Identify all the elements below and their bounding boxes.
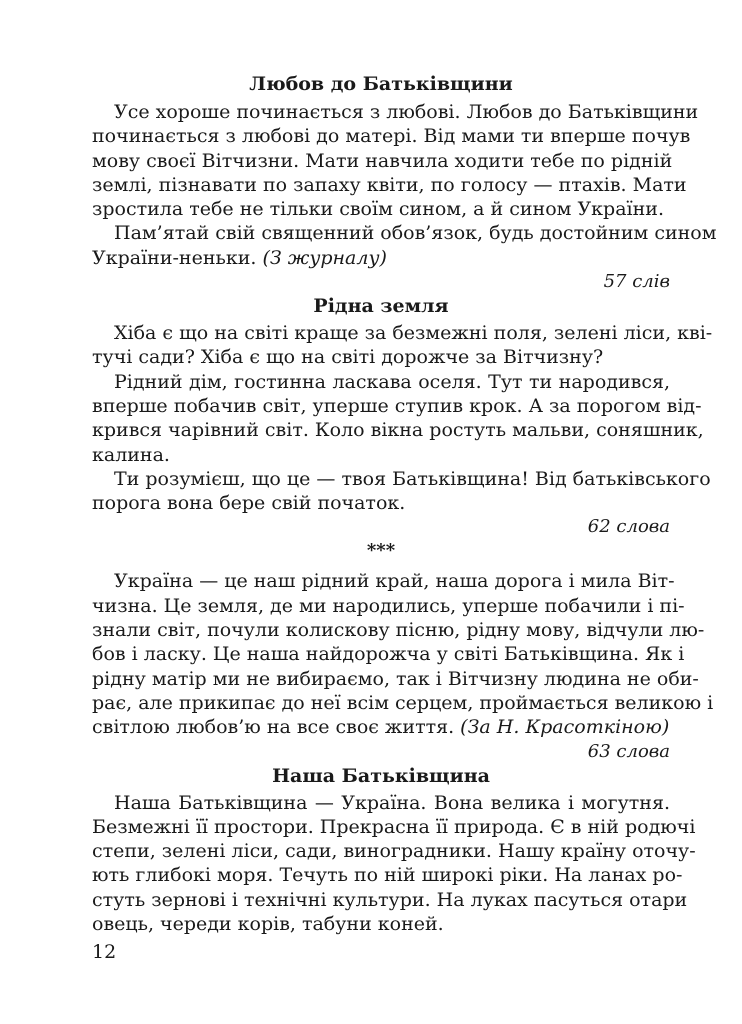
text-line: Пам’ятай свій священний обов’язок, будь достойним сином	[114, 222, 717, 245]
section-title: Любов до Батьківщини	[249, 73, 513, 95]
text-line	[92, 715, 670, 739]
text-line: рає, але прикипає до неї всім серцем, проймається великою і	[92, 691, 714, 714]
text-line: степи, зелені ліси, сади, виноградники. Нашу країну оточу-	[92, 840, 696, 863]
text-line: калина.	[92, 443, 170, 466]
text-line: овець, череди корів, табуни коней.	[92, 913, 444, 936]
text-line: зростила тебе не тільки своїм сином, а й сином України.	[92, 198, 664, 221]
text-line: Україна — це наш рідний край, наша дорога і мила Віт-	[114, 570, 675, 593]
text-fragment: України-неньки.	[92, 246, 257, 269]
paragraph	[92, 370, 704, 467]
paragraph	[92, 467, 711, 516]
text-line: вперше побачив світ, уперше ступив крок. А за порогом від-	[92, 394, 702, 417]
word-count: 63 слова	[587, 740, 670, 762]
text-line: землі, пізнавати по запаху квіти, по голосу — птахів. Мати	[92, 173, 687, 196]
text-fragment: світлою любов’ю на все своє життя.	[92, 716, 455, 739]
word-count: 62 слова	[587, 516, 670, 538]
text-line: порога вона бере свій початок.	[92, 492, 406, 515]
source-note: (За Н. Красоткіною)	[460, 716, 670, 739]
text-line: рідну матір ми не вибираємо, так і Вітчизну людина не оби-	[92, 667, 699, 690]
text-line: Безмежні її простори. Прекрасна її природа. Є в ній родючі	[92, 815, 696, 838]
text-line: ють глибокі моря. Течуть по ній широкі ріки. На ланах ро-	[92, 864, 683, 887]
section-separator: ***	[366, 540, 396, 562]
section-title: Наша Батьківщина	[272, 764, 490, 787]
text-line: Ти розумієш, що це — твоя Батьківщина! Від батьківського	[114, 467, 711, 490]
text-line: крився чарівний світ. Коло вікна ростуть мальви, соняшник,	[92, 419, 704, 442]
paragraph	[92, 569, 714, 739]
paragraph	[92, 221, 717, 270]
paragraph	[92, 791, 696, 937]
text-line: починається з любові до матері. Від мами ти вперше почув	[92, 125, 691, 148]
text-line: Рідний дім, гостинна ласкава оселя. Тут ти народився,	[114, 370, 670, 393]
text-line: мову своєї Вітчизни. Мати навчила ходити тебе по рідній	[92, 149, 673, 172]
paragraph	[92, 321, 713, 370]
text-line: Усе хороше починається з любові. Любов до Батьківщини	[114, 101, 699, 123]
page-number: 12	[92, 941, 117, 963]
text-line: тучі сади? Хіба є що на світі дорожче за Вітчизну?	[92, 346, 604, 369]
text-line: бов і ласку. Це наша найдорожча у світі Батьківщина. Як і	[92, 643, 685, 666]
text-line: стуть зернові і технічні культури. На луках пасуться отари	[92, 888, 688, 911]
text-line: чизна. Це земля, де ми народились, уперше побачили і пі-	[92, 594, 685, 617]
text-line: Хіба є що на світі краще за безмежні поля, зелені ліси, кві-	[114, 322, 713, 345]
word-count: 57 слів	[603, 271, 670, 293]
text-line: знали світ, почули колискову пісню, рідну мову, відчули лю-	[92, 619, 705, 642]
paragraph	[92, 100, 699, 221]
page-content	[92, 72, 717, 936]
text-line: Наша Батьківщина — Україна. Вона велика і могутня.	[114, 791, 670, 814]
source-note: (З журналу)	[262, 246, 387, 269]
text-line	[92, 246, 670, 270]
section-title: Рідна земля	[313, 295, 449, 318]
